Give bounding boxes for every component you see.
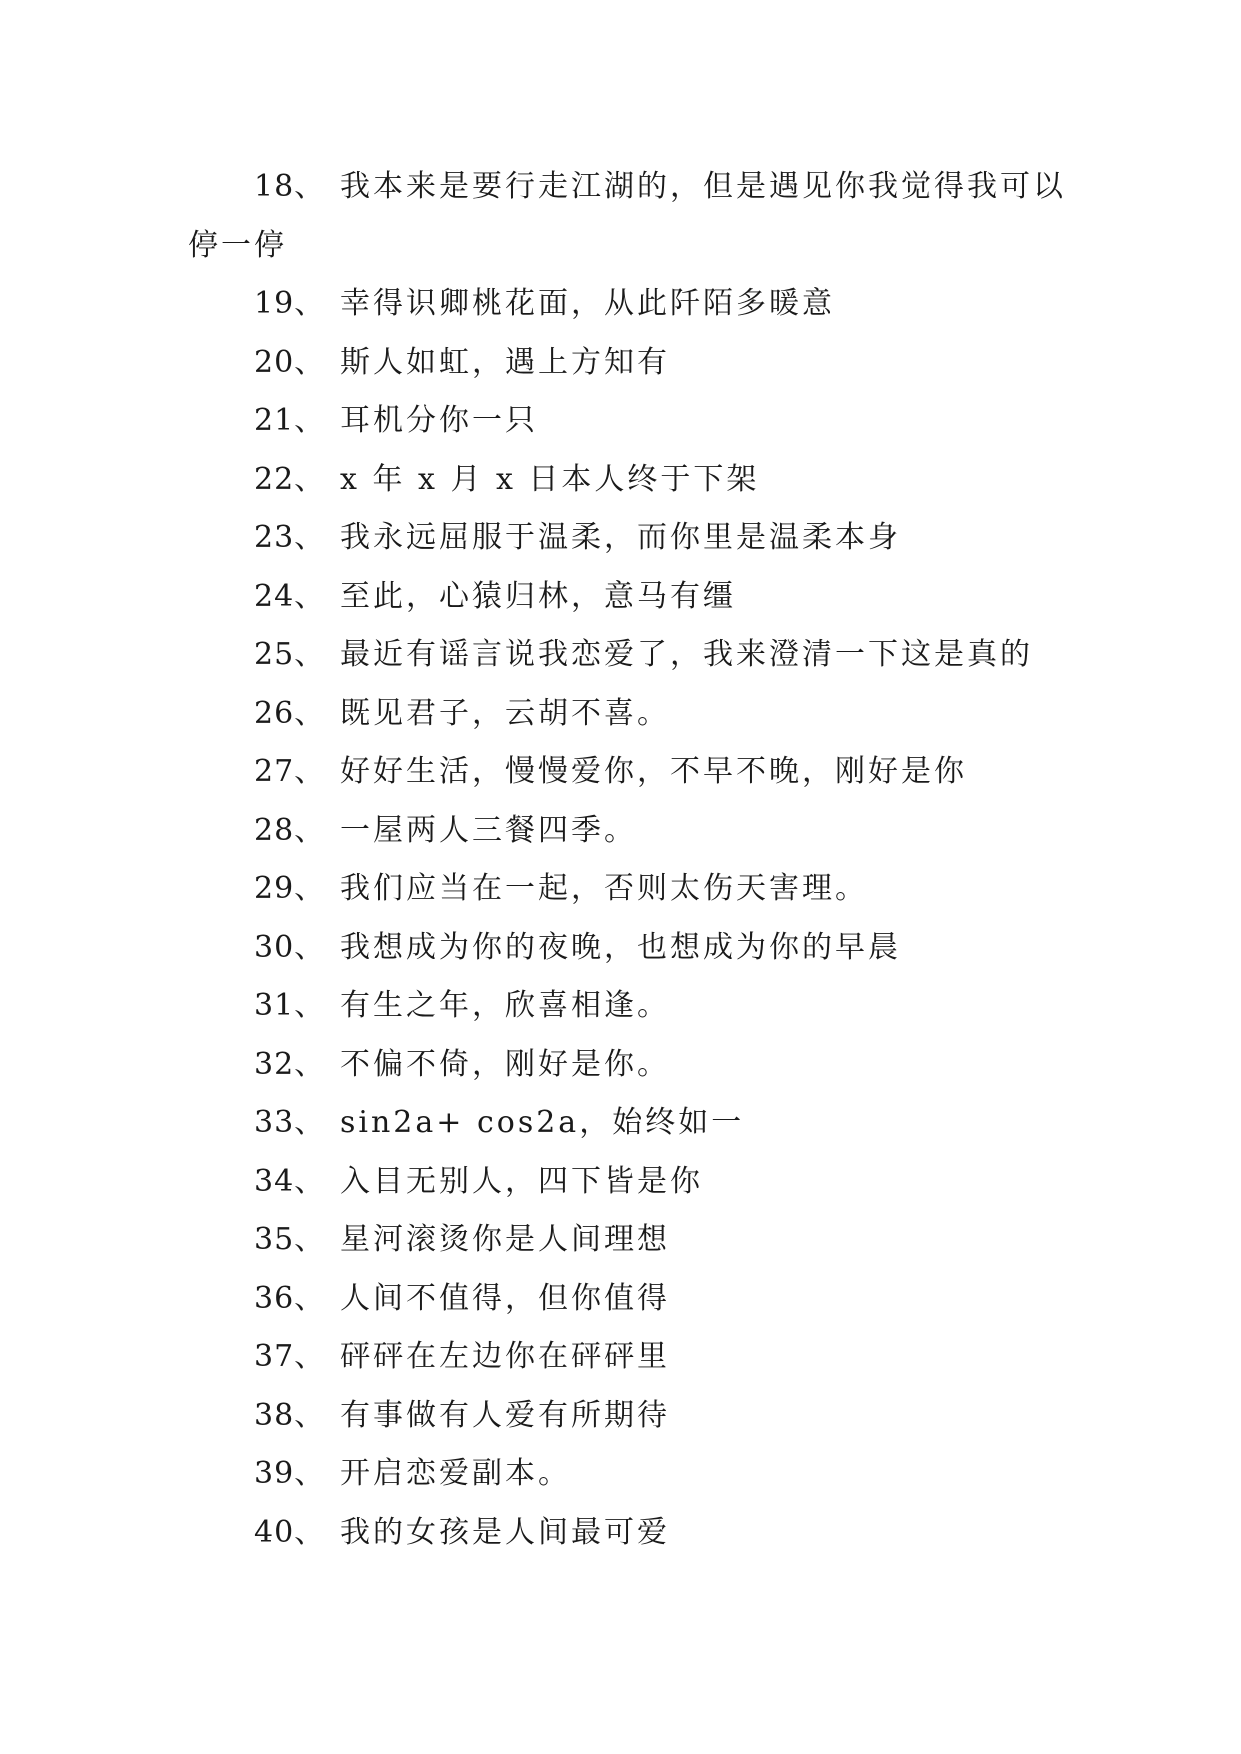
list-item [188,1153,1068,1212]
item-number: 25、 [254,637,326,672]
item-text: 砰砰在左边你在砰砰里 [340,1339,670,1374]
item-number: 30、 [254,929,326,965]
item-number: 22、 [254,461,326,497]
item-text: 入目无别人，四下皆是你 [340,1163,703,1199]
item-text: 幸得识卿桃花面，从此阡陌多暖意 [340,286,835,321]
item-number: 33、 [254,1105,326,1140]
item-text: 斯人如虹，遇上方知有 [340,344,670,380]
item-text: 人间不值得，但你值得 [340,1280,670,1316]
item-text: x 年 x 月 x 日本人终于下架 [340,461,760,497]
list-item [188,1387,1068,1446]
item-number: 32、 [254,1046,326,1082]
list-item [188,275,1068,334]
item-text: 开启恋爱副本。 [340,1456,571,1491]
item-number: 27、 [254,754,326,789]
list-item [188,1445,1068,1504]
item-number: 37、 [254,1339,326,1374]
item-text: 一屋两人三餐四季。 [340,812,637,848]
item-text: 既见君子，云胡不喜。 [340,695,670,731]
item-text: 我们应当在一起，否则太伤天害理。 [340,871,868,906]
item-number: 23、 [254,520,326,555]
list-item [188,509,1068,568]
list-item [188,1270,1068,1329]
item-number: 21、 [254,403,326,438]
item-text: 至此，心猿归林，意马有缰 [340,578,736,614]
item-number: 36、 [254,1280,326,1316]
list-item [188,334,1068,393]
list-item [188,1036,1068,1095]
item-number: 40、 [254,1514,326,1550]
list-item [188,743,1068,802]
item-text: 星河滚烫你是人间理想 [340,1222,670,1257]
item-text: 我永远屈服于温柔，而你里是温柔本身 [340,520,901,555]
item-number: 18、 [254,169,326,204]
list-item [188,977,1068,1036]
item-number: 38、 [254,1397,326,1433]
item-text: 最近有谣言说我恋爱了，我来澄清一下这是真的 [340,637,1033,672]
item-number: 39、 [254,1456,326,1491]
list-item [188,1094,1068,1153]
list-item [188,626,1068,685]
item-text: 不偏不倚，刚好是你。 [340,1046,670,1082]
item-text: 有事做有人爱有所期待 [340,1397,670,1433]
item-number: 19、 [254,286,326,321]
list-item [188,802,1068,861]
item-number: 26、 [254,695,326,731]
list-item [188,158,1068,275]
list-item [188,919,1068,978]
list-item [188,685,1068,744]
item-number: 34、 [254,1163,326,1199]
list-item [188,1328,1068,1387]
list-item [188,568,1068,627]
numbered-list [188,158,1068,1562]
list-item [188,1211,1068,1270]
item-text: 好好生活，慢慢爱你，不早不晚，刚好是你 [340,754,967,789]
list-item [188,392,1068,451]
item-number: 31、 [254,988,326,1023]
item-number: 20、 [254,344,326,380]
item-number: 35、 [254,1222,326,1257]
item-text: 我想成为你的夜晚，也想成为你的早晨 [340,929,901,965]
list-item [188,451,1068,510]
item-text: 我的女孩是人间最可爱 [340,1514,670,1550]
list-item [188,860,1068,919]
item-text: 我本来是要行走江湖的，但是遇见你我觉得我可以停一停 [188,169,1066,263]
item-text: 耳机分你一只 [340,403,538,438]
item-number: 28、 [254,812,326,848]
item-text: 有生之年，欣喜相逢。 [340,988,670,1023]
list-item [188,1504,1068,1563]
item-number: 29、 [254,871,326,906]
item-text: sin2a+ cos2a，始终如一 [340,1105,745,1140]
item-number: 24、 [254,578,326,614]
